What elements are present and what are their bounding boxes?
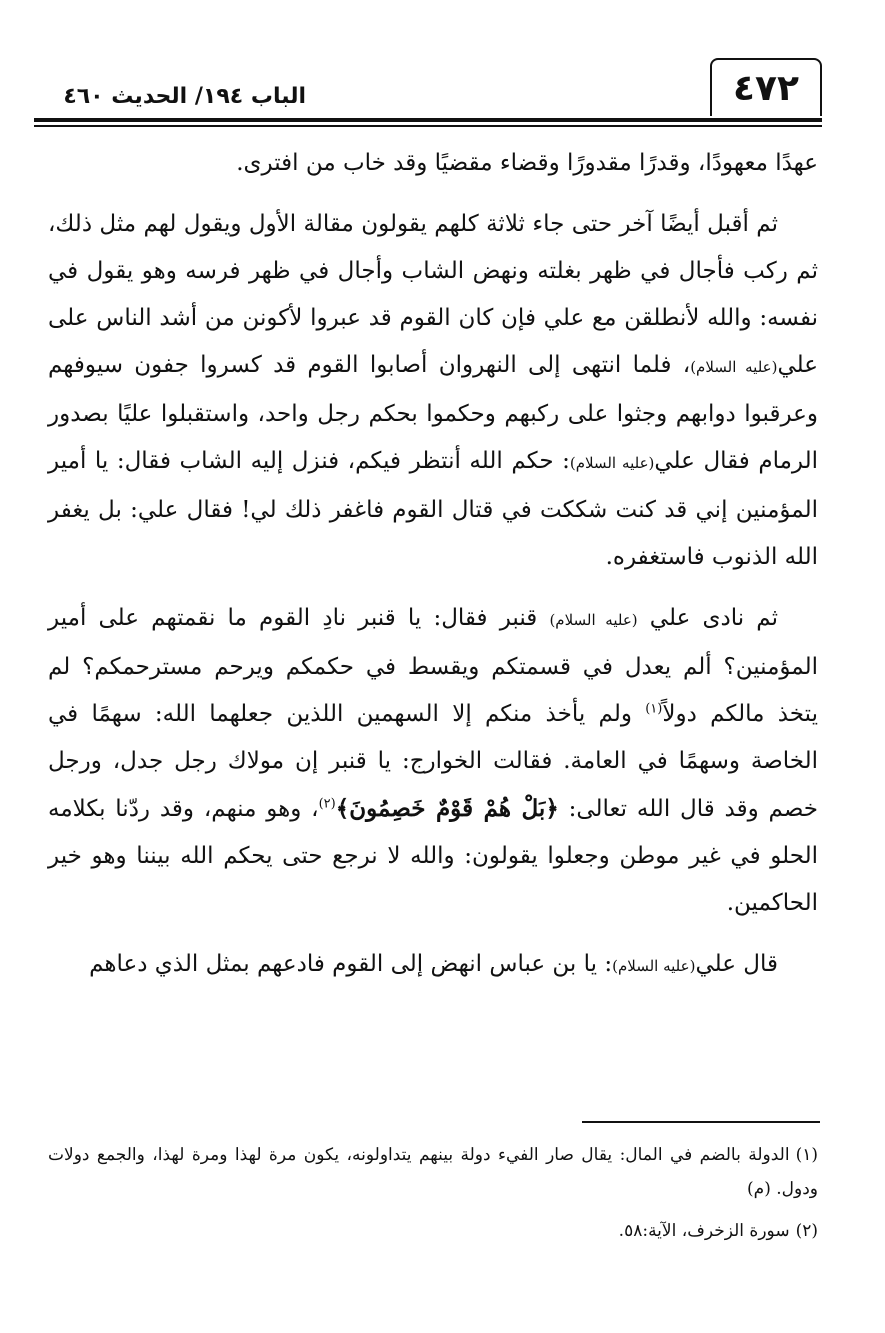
page-number: ٤٧٢ bbox=[710, 58, 822, 116]
footnote-number: (٢) bbox=[795, 1221, 818, 1241]
paragraph-2: ثم أقبل أيضًا آخر حتى جاء ثلاثة كلهم يقولون مقالة الأول ويقول لهم مثل ذلك، ثم ركب فأجال في ظهر بغلته ونهض الشاب وأجال في ظهر فرسه وهو يقول في نفسه: والله لأنطلقن مع علي فإن كان القوم قد عبروا لأكونن من أشد الناس على علي(عليه السلام)، فلما انتهى إلى النهروان أصابوا القوم قد كسروا جفون سيوفهم وعرقبوا دوابهم وجثوا على ركبهم وحكموا بحكم رجل واحد، واستقبلوا عليًا بصدور الرمام فقال علي(عليه السلام): حكم الله أنتظر فيكم، فنزل إليه الشاب فقال: يا أمير المؤمنين إني قد كنت شككت في قتال القوم فاغفر ذلك لي! فقال علي: بل يغفر الله الذنوب فاستغفره. bbox=[48, 211, 818, 570]
honorific: (عليه السلام) bbox=[569, 454, 655, 472]
footnotes bbox=[48, 1138, 818, 1256]
footnote-ref-2[interactable]: (٢) bbox=[318, 796, 336, 812]
main-text bbox=[48, 140, 818, 1004]
running-title: الباب ١٩٤/ الحديث ٤٦٠ bbox=[63, 84, 306, 109]
header-rule-thin bbox=[34, 125, 822, 127]
honorific: (عليه السلام) bbox=[549, 611, 638, 629]
footnote-text: الدولة بالضم في المال: يقال صار الفيء دولة بينهم يتداولونه، يكون مرة لهذا ومرة لهذا، والجمع دولات ودول. (م) bbox=[48, 1145, 818, 1199]
footnote-1 bbox=[48, 1138, 818, 1206]
footnote-2 bbox=[48, 1214, 818, 1248]
paragraph-1: عهدًا معهودًا، وقدرًا مقدورًا وقضاء مقضيًا وقد خاب من افترى. bbox=[236, 150, 818, 176]
paragraph-3: ثم نادى علي (عليه السلام) قنبر فقال: يا قنبر نادِ القوم ما نقمتهم على أمير المؤمنين؟ ألم يعدل في قسمتكم ويقسط في حكمكم ويرحم مسترحمكم؟ لم يتخذ مالكم دولاً$^{(١)}$ ولم يأخذ منكم إلا السهمين اللذين جعلهما الله: سهمًا في الخاصة وسهمًا في العامة. فقالت الخوارج: يا قنبر إن مولاك رجل جدل، ورجل خصم وقد قال الله تعالى: ﴿بَلْ هُمْ قَوْمٌ خَصِمُونَ﴾$^{(٢)}$، وهو منهم، وقد ردّنا بكلامه الحلو في غير موطن وجعلوا يقولون: والله لا نرجع حتى يحكم الله بيننا وهو خير الحاكمين. bbox=[48, 605, 818, 916]
paragraph-4: قال علي(عليه السلام): يا بن عباس انهض إلى القوم فادعهم بمثل الذي دعاهم bbox=[89, 951, 778, 977]
footnote-ref-1[interactable]: (١) bbox=[645, 701, 663, 717]
header-rule-thick bbox=[34, 118, 822, 122]
honorific: (عليه السلام) bbox=[612, 957, 696, 975]
footnote-separator bbox=[582, 1121, 820, 1123]
footnote-number: (١) bbox=[795, 1145, 818, 1165]
quran-verse: ﴿بَلْ هُمْ قَوْمٌ خَصِمُونَ﴾ bbox=[335, 795, 559, 822]
honorific: (عليه السلام) bbox=[690, 358, 778, 376]
footnote-text: سورة الزخرف، الآية:٥٨. bbox=[618, 1221, 790, 1241]
